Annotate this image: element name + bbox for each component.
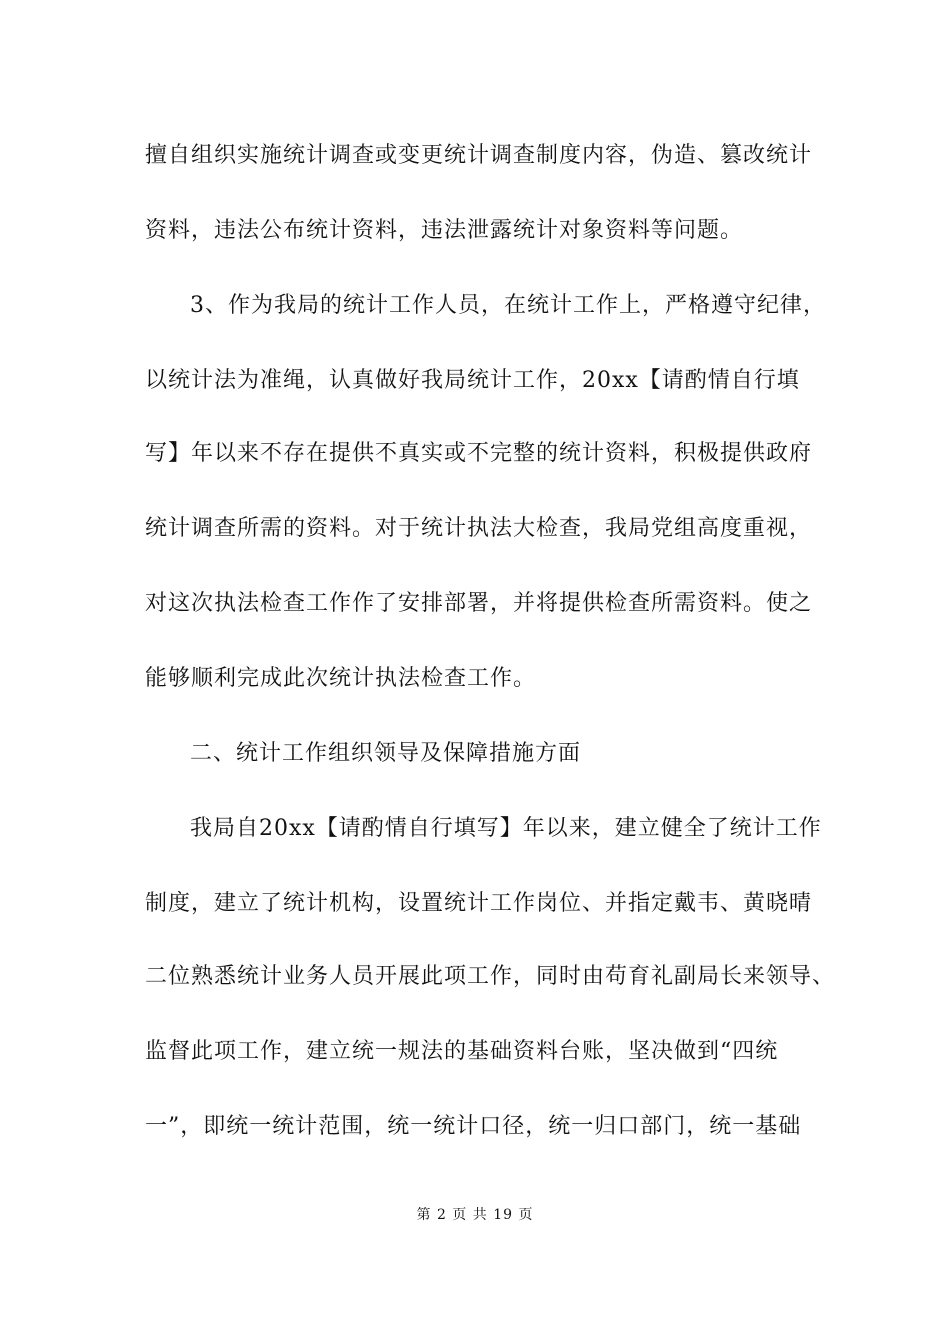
body-line-7: 对这次执法检查工作作了安排部署，并将提供检查所需资料。使之 [145,591,813,616]
body-line-4: 以统计法为准绳，认真做好我局统计工作，20xx【请酌情自行填 [145,368,800,393]
body-line-2: 资料，违法公布统计资料，违法泄露统计对象资料等问题。 [145,218,744,243]
body-line-6: 统计调查所需的资料。对于统计执法大检查，我局党组高度重视， [145,516,813,541]
body-line-1: 擅自组织实施统计调查或变更统计调查制度内容，伪造、篡改统计 [145,143,813,168]
body-line-10: 我局自20xx【请酌情自行填写】年以来，建立健全了统计工作 [190,816,822,841]
body-line-12: 二位熟悉统计业务人员开展此项工作，同时由苟育礼副局长来领导、 [145,964,836,989]
page-number-footer: 第 2 页 共 19 页 [416,1207,534,1223]
body-line-13: 监督此项工作，建立统一规法的基础资料台账，坚决做到“四统 [145,1039,779,1064]
body-line-5: 写】年以来不存在提供不真实或不完整的统计资料，积极提供政府 [145,441,813,466]
body-line-8: 能够顺利完成此次统计执法检查工作。 [145,666,537,691]
body-line-11: 制度，建立了统计机构，设置统计工作岗位、并指定戴韦、黄晓晴 [145,891,813,916]
body-line-14: 一”，即统一统计范围，统一统计口径，统一归口部门，统一基础 [145,1114,802,1139]
body-line-3: 3、作为我局的统计工作人员，在统计工作上，严格遵守纪律， [190,293,826,318]
section-heading: 二、统计工作组织领导及保障措施方面 [190,741,582,766]
